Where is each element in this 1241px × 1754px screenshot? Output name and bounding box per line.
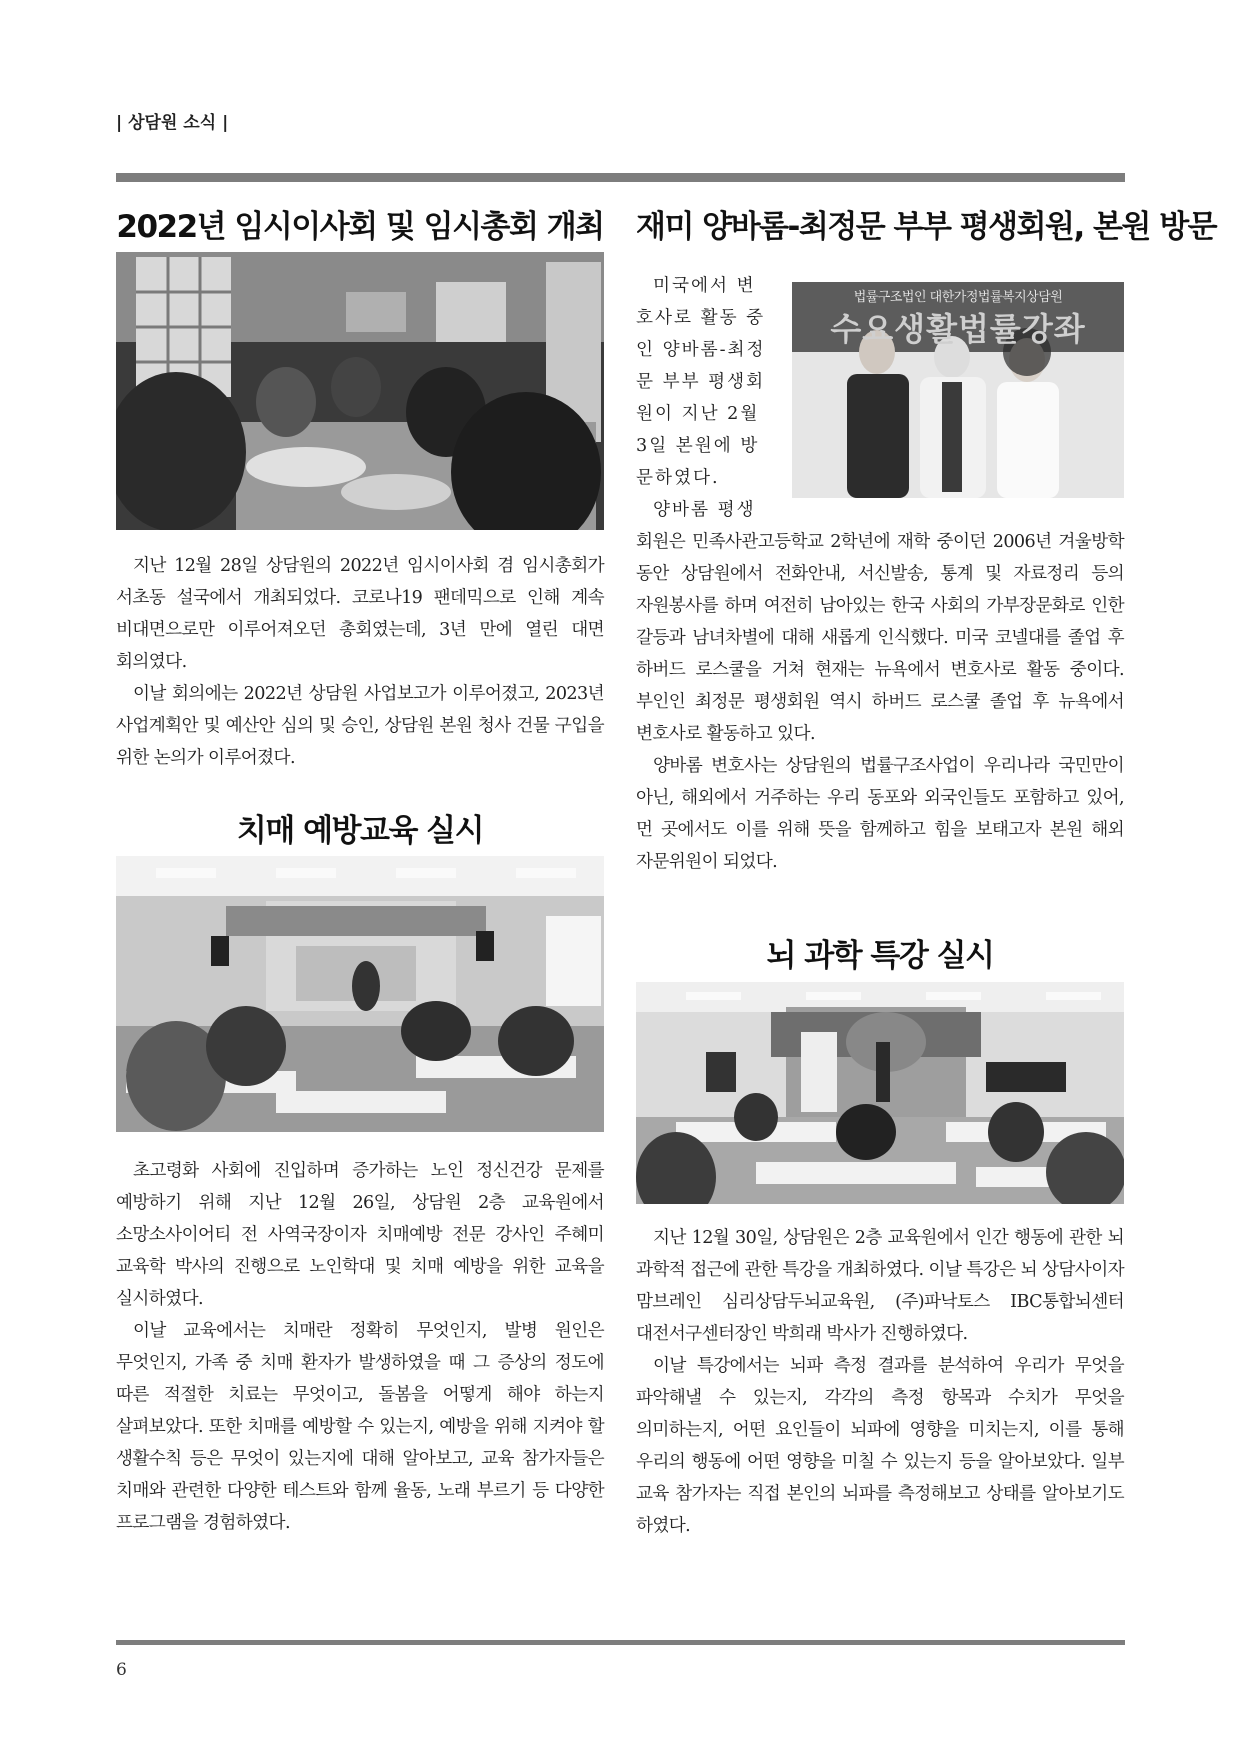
dementia-body (116, 1155, 604, 1539)
brain-body (636, 1222, 1124, 1542)
dementia-paragraph-1: 초고령화 사회에 진입하며 증가하는 노인 정신건강 문제를 예방하기 위해 지난 12월 26일, 상담원 2층 교육원에서 소망소사이어티 전 사역국장이자 치매예방 전문 강사인 주혜미 교육학 박사의 진행으로 노인학대 및 치매 예방을 위한 교육을 실시하였다. (116, 1161, 604, 1309)
brain-paragraph-2: 이날 특강에서는 뇌파 측정 결과를 분석하여 우리가 무엇을 파악해낼 수 있는지, 각각의 측정 항목과 수치가 무엇을 의미하는지, 어떤 요인들이 뇌파에 영향을 미치는지, 이를 통해 우리의 행동에 어떤 영향을 미칠 수 있는지 등을 알아보았다. 일부 교육 참가자는 직접 본인의 뇌파를 측정해보고 상태를 알아보기도 하였다. (636, 1356, 1124, 1536)
brain-paragraph-1: 지난 12월 30일, 상담원은 2층 교육원에서 인간 행동에 관한 뇌 과학적 접근에 관한 특강을 개최하였다. 이날 특강은 뇌 상담사이자 맘브레인 심리상담두뇌교육원, (주)파낙토스 IBC통합뇌센터 대전서구센터장인 박희래 박사가 진행하였다. (636, 1228, 1124, 1344)
visit-paragraph-1: 회원은 민족사관고등학교 2학년에 재학 중이던 2006년 겨울방학 동안 상담원에서 전화안내, 서신발송, 통계 및 자료정리 등의 자원봉사를 하며 여전히 남아있는 한국 사회의 가부장문화로 인한 갈등과 남녀차별에 대해 새롭게 인식했다. 미국 코넬대를 졸업 후 하버드 로스쿨을 거쳐 현재는 뉴욕에서 변호사로 활동 중이다. 부인인 최정문 평생회원 역시 하버드 로스쿨 졸업 후 뉴욕에서 변호사로 활동하고 있다. (636, 532, 1124, 744)
section-label: | 상담원 소식 | (116, 113, 229, 133)
visit-title: 재미 양바롬-최정문 부부 평생회원, 본원 방문 (636, 209, 1217, 245)
visit-photo-banner-main: 수요생활법률강좌 (830, 310, 1086, 348)
brain-title: 뇌 과학 특강 실시 (766, 938, 994, 974)
visit-photo-banner-top: 법률구조법인 대한가정법률복지상담원 (853, 290, 1063, 305)
visit-intro-line: 문 부부 평생회 (636, 372, 766, 392)
visit-intro-line: 호사로 활동 중 (636, 308, 766, 328)
brain-photo (636, 982, 1124, 1204)
visit-paragraph-2: 양바롬 변호사는 상담원의 법률구조사업이 우리나라 국민만이 아닌, 해외에서 거주하는 우리 동포와 외국인들도 포함하고 있어, 먼 곳에서도 이를 위해 뜻을 함께하고 힘을 보태고자 본원 해외 자문위원이 되었다. (636, 756, 1124, 872)
dementia-photo (116, 856, 604, 1132)
visit-intro-line: 원이 지난 2월 (636, 404, 760, 424)
dementia-paragraph-2: 이날 교육에서는 치매란 정확히 무엇인지, 발병 원인은 무엇인지, 가족 중 치매 환자가 발생하였을 때 그 증상의 정도에 따른 적절한 치료는 무엇이고, 돌봄을 어떻게 해야 하는지 살펴보았다. 또한 치매를 예방할 수 있는지, 예방을 위해 지켜야 할 생활수칙 등은 무엇이 있는지에 대해 알아보고, 교육 참가자들은 치매와 관련한 다양한 테스트와 함께 율동, 노래 부르기 등 다양한 프로그램을 경험하였다. (116, 1321, 604, 1533)
visit-intro-line: 미국에서 변 (653, 276, 756, 296)
visit-body (636, 526, 1124, 878)
bottom-divider (116, 1640, 1125, 1645)
meeting-paragraph-1: 지난 12월 28일 상담원의 2022년 임시이사회 겸 임시총회가 서초동 설국에서 개최되었다. 코로나19 팬데믹으로 인해 계속 비대면으로만 이루어져오던 총회였는데, 3년 만에 열린 대면 회의였다. (116, 556, 604, 672)
page-number: 6 (116, 1660, 127, 1680)
meeting-paragraph-2: 이날 회의에는 2022년 상담원 사업보고가 이루어졌고, 2023년 사업계획안 및 예산안 심의 및 승인, 상담원 본원 청사 건물 구입을 위한 논의가 이루어졌다. (116, 684, 604, 768)
meeting-title: 2022년 임시이사회 및 임시총회 개최 (116, 209, 604, 245)
visit-intro-line: 문하였다. (636, 468, 720, 488)
meeting-body (116, 550, 604, 774)
visit-intro (636, 270, 784, 526)
visit-intro-line: 양바롬 평생 (653, 500, 756, 520)
top-divider (116, 173, 1125, 182)
visit-intro-line: 3일 본원에 방 (636, 436, 760, 456)
visit-photo (792, 282, 1124, 498)
dementia-title: 치매 예방교육 실시 (236, 813, 484, 849)
meeting-photo (116, 252, 604, 530)
visit-intro-line: 인 양바롬-최정 (636, 340, 766, 360)
